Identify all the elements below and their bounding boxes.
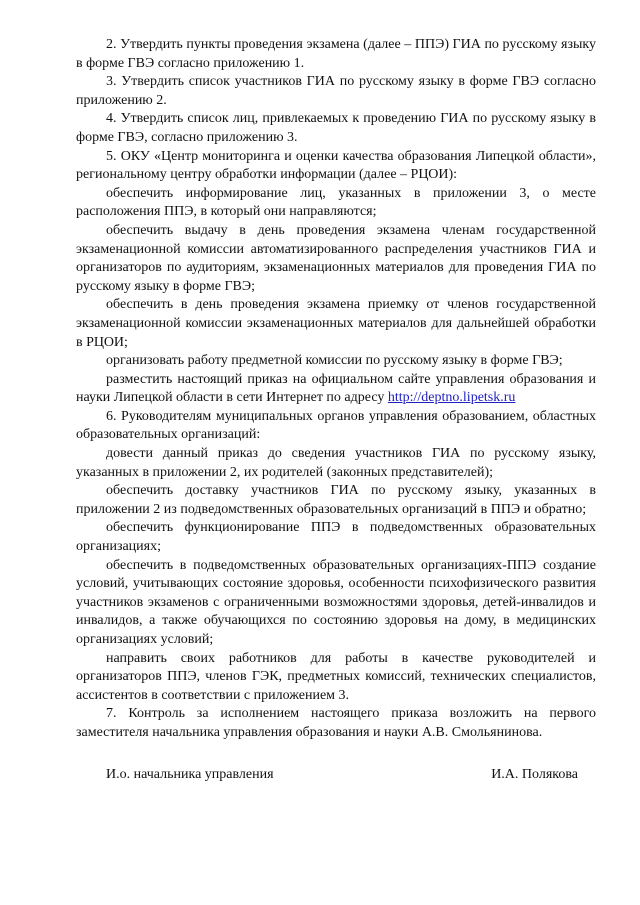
subparagraph-inform: обеспечить информирование лиц, указанных в приложении 3, о месте расположения ППЭ, в который они направляются; xyxy=(76,185,596,220)
signatory-position: И.о. начальника управления xyxy=(106,767,274,782)
subparagraph-transport: обеспечить доставку участников ГИА по русскому языку, указанных в приложении 2 из подведомственных образовательных организаций в ППЭ и обратно; xyxy=(76,483,596,517)
signature-block xyxy=(106,766,578,785)
subparagraph-inform-participants: довести данный приказ до сведения участников ГИА по русскому языку, указанных в приложении 2, их родителей (законных представителей); xyxy=(76,446,596,480)
paragraph-item-7: 7. Контроль за исполнением настоящего приказа возложить на первого заместителя начальника управления образования и науки А.В. Смольянинова. xyxy=(76,706,596,740)
publish-text: разместить настоящий приказ на официальном сайте управления образования и науки Липецкой области в сети Интернет по адресу xyxy=(76,371,596,406)
paragraph-item-6: 6. Руководителям муниципальных органов управления образованием, областных образовательных организаций: xyxy=(76,408,596,443)
signatory-name: И.А. Полякова xyxy=(491,767,578,782)
subparagraph-publish xyxy=(76,371,596,408)
subparagraph-conditions: обеспечить в подведомственных образовательных организациях-ППЭ создание условий, учитывающих состояние здоровья, особенности психофизического развития участников экзаменов с ограниченными возможностями здоровья, детей-инвалидов и инвалидов, а также обучающихся по состоянию здоровья на дому, в медицинских организациях условий; xyxy=(76,557,596,647)
paragraph-item-3: 3. Утвердить список участников ГИА по русскому языку в форме ГВЭ согласно приложению 2. xyxy=(76,74,596,108)
subparagraph-accept-materials: обеспечить в день проведения экзамена приемку от членов государственной экзаменационной комиссии экзаменационных материалов для дальнейшей обработки в РЦОИ; xyxy=(76,297,596,350)
paragraph-item-4: 4. Утвердить список лиц, привлекаемых к проведению ГИА по русскому языку в форме ГВЭ, согласно приложению 3. xyxy=(76,111,596,145)
subparagraph-issue-materials: обеспечить выдачу в день проведения экзамена членам государственной экзаменационной комиссии автоматизированного распределения участников ГИА и организаторов по аудиториям, экзаменационных материалов для проведения ГИА по русскому языку в форме ГВЭ; xyxy=(76,222,596,294)
website-link[interactable]: http://deptno.lipetsk.ru xyxy=(387,390,516,406)
paragraph-item-2: 2. Утвердить пункты проведения экзамена (далее – ППЭ) ГИА по русскому языку в форме ГВЭ согласно приложению 1. xyxy=(76,37,596,71)
paragraph-item-5: 5. ОКУ «Центр мониторинга и оценки качества образования Липецкой области», региональному центру обработки информации (далее – РЦОИ): xyxy=(76,148,596,183)
subparagraph-functioning: обеспечить функционирование ППЭ в подведомственных образовательных организациях; xyxy=(76,520,596,555)
subparagraph-staff: направить своих работников для работы в качестве руководителей и организаторов ППЭ, членов ГЭК, предметных комиссий, технических специалистов, ассистентов в соответствии с приложением 3. xyxy=(76,650,596,703)
subparagraph-commission: организовать работу предметной комиссии по русскому языку в форме ГВЭ; xyxy=(106,353,563,369)
